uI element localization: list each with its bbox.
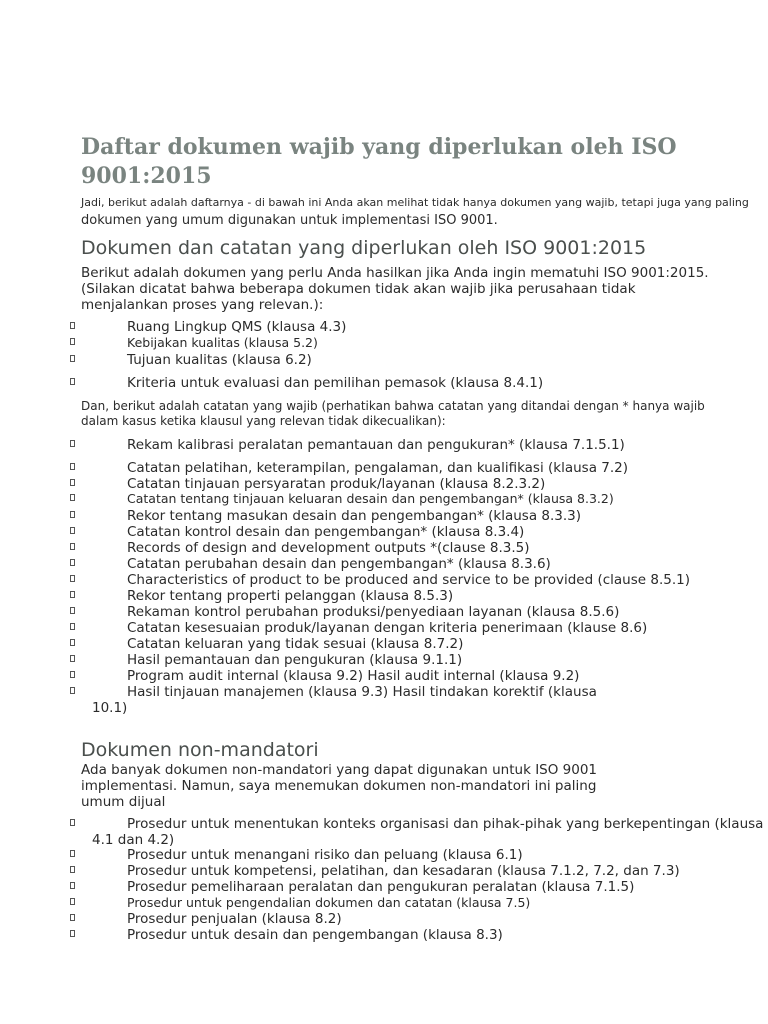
list-item-text: Kriteria untuk evaluasi dan pemilihan pemasok (klausa 8.4.1) (127, 375, 544, 391)
checkbox-bullet-icon (70, 322, 75, 329)
list-item-text: Kebijakan kualitas (klausa 5.2) (127, 335, 318, 350)
list-item-text: Prosedur untuk desain dan pengembangan (klausa 8.3) (127, 927, 503, 943)
checkbox-bullet-icon (70, 930, 75, 937)
list-item (0, 668, 768, 684)
checkbox-bullet-icon (70, 479, 75, 486)
list-item (0, 863, 768, 879)
list-item (0, 352, 768, 368)
list-item-text: Rekaman kontrol perubahan produksi/penyediaan layanan (klausa 8.5.6) (127, 604, 620, 620)
checkbox-bullet-icon (70, 543, 75, 550)
checkbox-bullet-icon (70, 623, 75, 630)
list-item-wrap: 10.1) (92, 700, 128, 716)
list-item (0, 911, 768, 927)
list-item (0, 684, 768, 700)
list-item-text: Prosedur untuk pengendalian dokumen dan catatan (klausa 7.5) (127, 895, 531, 910)
list-item-text: Hasil tinjauan manajemen (klausa 9.3) Hasil tindakan korektif (klausa (127, 684, 597, 700)
list-item (0, 375, 768, 391)
checkbox-bullet-icon (70, 355, 75, 362)
list-item (0, 476, 768, 492)
list-item (0, 620, 768, 636)
checkbox-bullet-icon (70, 850, 75, 857)
section-non-mandatory-paragraph: Ada banyak dokumen non-mandatori yang dapat digunakan untuk ISO 9001 implementasi. Namun, saya menemukan dokumen non-mandatori ini paling umum dijual (81, 762, 598, 810)
checkbox-bullet-icon (70, 494, 75, 501)
list-item-text: Rekor tentang masukan desain dan pengembangan* (klausa 8.3.3) (127, 508, 582, 524)
checkbox-bullet-icon (70, 591, 75, 598)
list-item-text: Prosedur untuk menangani risiko dan peluang (klausa 6.1) (127, 847, 523, 863)
list-item (0, 335, 768, 351)
section-heading-mandatory: Dokumen dan catatan yang diperlukan oleh ISO 9001:2015 (81, 237, 647, 259)
list-item (0, 540, 768, 556)
checkbox-bullet-icon (70, 378, 75, 385)
checkbox-bullet-icon (70, 607, 75, 614)
checkbox-bullet-icon (70, 511, 75, 518)
document-title: Daftar dokumen wajib yang diperlukan oleh ISO 9001:2015 (81, 134, 677, 189)
checkbox-bullet-icon (70, 914, 75, 921)
list-item-text: Rekor tentang properti pelanggan (klausa 8.5.3) (127, 588, 454, 604)
list-item (0, 319, 768, 335)
list-item-text: Ruang Lingkup QMS (klausa 4.3) (127, 319, 347, 335)
list-item-text: Catatan pelatihan, keterampilan, pengalaman, dan kualifikasi (klausa 7.2) (127, 460, 628, 476)
list-item-text: Prosedur penjualan (klausa 8.2) (127, 911, 342, 927)
list-item-text: Rekam kalibrasi peralatan pemantauan dan pengukuran* (klausa 7.1.5.1) (127, 437, 625, 453)
list-item (0, 847, 768, 863)
list-item (0, 604, 768, 620)
list-item (0, 491, 768, 507)
list-item (0, 437, 768, 453)
list-item (0, 816, 768, 832)
checkbox-bullet-icon (70, 559, 75, 566)
list-item-text: Characteristics of product to be produced and service to be provided (clause 8.5.1) (127, 572, 690, 588)
list-item-text: Prosedur untuk menentukan konteks organisasi dan pihak-pihak yang berkepentingan (klausa (127, 816, 764, 832)
list-item (0, 556, 768, 572)
list-item-text: Program audit internal (klausa 9.2) Hasil audit internal (klausa 9.2) (127, 668, 580, 684)
list-item-text: Catatan tinjauan persyaratan produk/layanan (klausa 8.2.3.2) (127, 476, 546, 492)
checkbox-bullet-icon (70, 655, 75, 662)
list-item-text: Prosedur pemeliharaan peralatan dan pengukuran peralatan (klausa 7.1.5) (127, 879, 635, 895)
list-item-text: Catatan keluaran yang tidak sesuai (klausa 8.7.2) (127, 636, 464, 652)
list-item (0, 572, 768, 588)
intro-line-1: Jadi, berikut adalah daftarnya - di bawah ini Anda akan melihat tidak hanya dokumen yang wajib, tetapi juga yang paling (81, 196, 749, 209)
checkbox-bullet-icon (70, 463, 75, 470)
list-item-text: Records of design and development outputs *(clause 8.3.5) (127, 540, 530, 556)
list-item (0, 460, 768, 476)
checkbox-bullet-icon (70, 639, 75, 646)
section-mandatory-paragraph: Berikut adalah dokumen yang perlu Anda hasilkan jika Anda ingin mematuhi ISO 9001:2015. (Silakan dicatat bahwa beberapa dokumen tidak akan wajib jika perusahaan tidak menjalankan proses yang relevan.): (81, 265, 709, 313)
checkbox-bullet-icon (70, 671, 75, 678)
checkbox-bullet-icon (70, 575, 75, 582)
list-item-text: Hasil pemantauan dan pengukuran (klausa 9.1.1) (127, 652, 463, 668)
list-item (0, 588, 768, 604)
list-item-text: Tujuan kualitas (klausa 6.2) (127, 352, 312, 368)
checkbox-bullet-icon (70, 866, 75, 873)
list-item-text: Catatan tentang tinjauan keluaran desain dan pengembangan* (klausa 8.3.2) (127, 491, 614, 506)
list-item (0, 636, 768, 652)
list-item (0, 895, 768, 911)
checkbox-bullet-icon (70, 882, 75, 889)
list-item (0, 879, 768, 895)
list-item-wrap: 4.1 dan 4.2) (92, 832, 175, 848)
checkbox-bullet-icon (70, 440, 75, 447)
list-item (0, 524, 768, 540)
list-item-text: Catatan kontrol desain dan pengembangan* (klausa 8.3.4) (127, 524, 525, 540)
checkbox-bullet-icon (70, 527, 75, 534)
list-item (0, 927, 768, 943)
checkbox-bullet-icon (70, 819, 75, 826)
list-item (0, 652, 768, 668)
list-item-text: Catatan perubahan desain dan pengembangan* (klausa 8.3.6) (127, 556, 551, 572)
list-item-text: Catatan kesesuaian produk/layanan dengan kriteria penerimaan (klause 8.6) (127, 620, 648, 636)
section-heading-non-mandatory: Dokumen non-mandatori (81, 739, 319, 761)
list-item-text: Prosedur untuk kompetensi, pelatihan, dan kesadaran (klausa 7.1.2, 7.2, dan 7.3) (127, 863, 680, 879)
checkbox-bullet-icon (70, 338, 75, 345)
checkbox-bullet-icon (70, 687, 75, 694)
records-intro: Dan, berikut adalah catatan yang wajib (perhatikan bahwa catatan yang ditandai dengan * hanya wajib dalam kasus ketika klausul yang relevan tidak dikecualikan): (81, 399, 705, 428)
intro-line-2: dokumen yang umum digunakan untuk implementasi ISO 9001. (81, 213, 498, 228)
list-item (0, 508, 768, 524)
checkbox-bullet-icon (70, 898, 75, 905)
